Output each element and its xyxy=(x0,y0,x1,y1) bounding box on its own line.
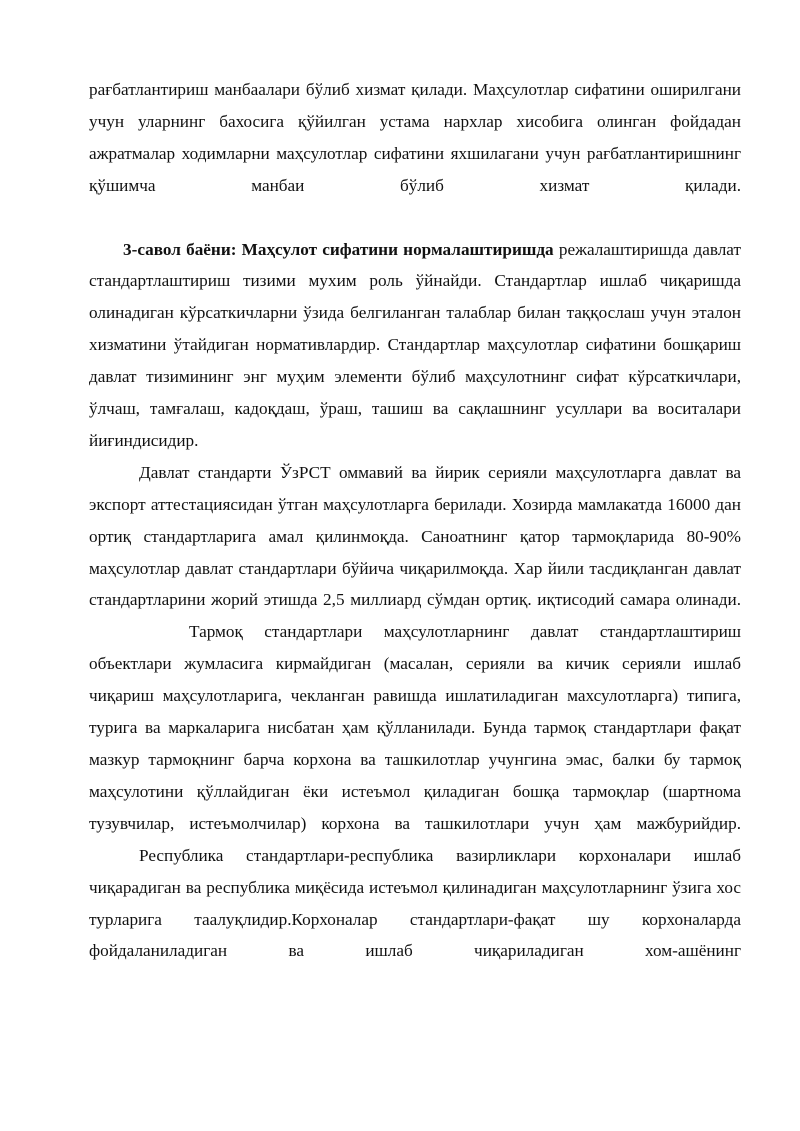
paragraph-spacer xyxy=(89,202,741,234)
paragraph-2 xyxy=(89,234,741,457)
section-heading: 3-савол баёни: Маҳсулот сифатини нормалаштиришда xyxy=(123,239,554,259)
paragraph-4-text: Тармоқ стандартлари маҳсулотларнинг давлат стандартлаштириш объектлари жумласига кирмайдиган (масалан, серияли ва кичик серияли ишлаб чиқариш маҳсулотларига, чекланган равишда ишлатиладиган мах​сулотларга) типига, турига ва маркаларига нисбатан ҳам қўлланилади. Бунда тармоқ стандартлари фақат мазкур тармоқнинг барча корхона ва ташкилотлар учунгина эмас, балки бу тармоқ маҳсулотини қўллайдиган ёки истеъмол қиладиган бошқа тармоқлар (шартнома тузувчилар, истеъмолчилар) корхона ва ташкилотлари учун ҳам мажбурийдир. xyxy=(89,622,741,833)
paragraph-1 xyxy=(89,74,741,202)
paragraph-5 xyxy=(89,840,741,968)
paragraph-2-text: режалаштиришда давлат стандартлаштириш тизими мухим роль ўйнайди. Стандартлар ишлаб чиқаришда олинадиган кўрсаткичларни ўзида белгиланган талаблар билан таққослаш учун эталон хизматини ўтайдиган нормативлардир. Стандартлар маҳсулотлар сифатини бошқариш давлат тизимининг энг муҳим элементи бўлиб маҳсулотнинг сифат кўрсаткичлари, ўлчаш, тамғалаш, кадоқдаш, ўраш, ташиш ва сақлашнинг усуллари ва воситалари йиғиндисидир. xyxy=(89,239,741,450)
paragraph-3 xyxy=(89,457,741,617)
paragraph-4 xyxy=(89,616,741,839)
paragraph-1-text: рағбатлантириш манбаалари бўлиб хизмат қилади. Маҳсулотлар сифатини оширилгани учун уларнинг бахосига қўйилган устама нархлар хисобига олинган фойдадан ажратмалар ходимларни маҳсулотлар сифатини яхшилагани учун рағбатлантиришнинг қўшимча манбаи бўлиб хизмат қилади. xyxy=(89,80,741,195)
document-body xyxy=(89,74,741,967)
paragraph-5-text: Республика стандартлари-республика вазирликлари корхоналари ишлаб чиқарадиган ва республика миқёсида истеъмол қилинадиган маҳсулотларнинг ўзига хос турларига таалуқлидир.Корхоналар стандартлари-фақат шу корхоналарда фойдаланиладиган ва ишлаб чиқариладиган хом-ашёнинг xyxy=(89,845,741,961)
paragraph-3-text: Давлат стандарти ЎзРСТ оммавий ва йирик серияли маҳсулотларга давлат ва экспорт аттестациясидан ўтган маҳсулотларга берилади. Хозирда мамлакатда 16000 дан ортиқ стандартларига амал қилинмоқда. Саноатнинг қатор тармоқларида 80-90% маҳсулотлар давлат стандартлари бўйича чиқарилмоқда. Хар йили тасдиқланган давлат стандартларини жорий этишда 2,5 миллиард сўмдан ортиқ. иқтисодий самара олинади. xyxy=(89,462,741,610)
